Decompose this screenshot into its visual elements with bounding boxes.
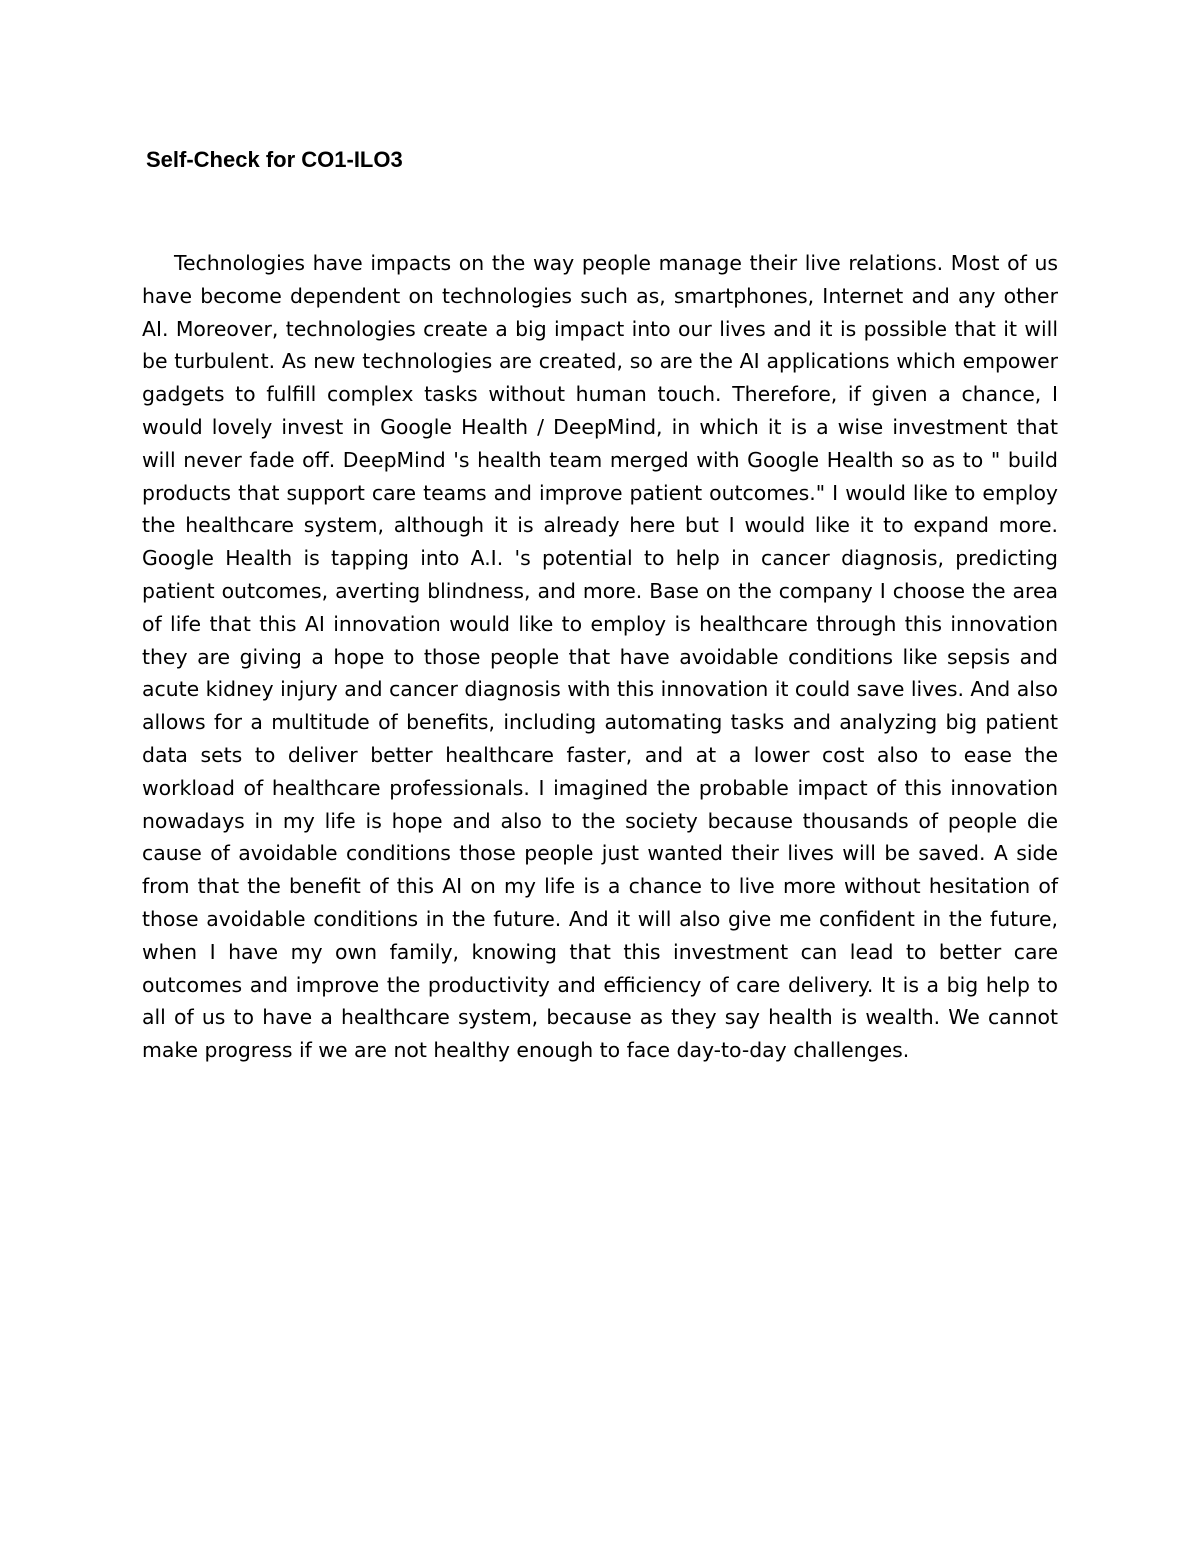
document-title: Self-Check for CO1-ILO3 — [146, 147, 403, 172]
body-paragraph: Technologies have impacts on the way people manage their live relations. Most of us have become dependent on technologies such as, smartphones, Internet and any other AI. Moreover, technologies create a big impact into our lives and it is possible that it will be turbulent. As new technologies are created, so are the AI applications which empower gadgets to fulfill complex tasks without human touch. Therefore, if given a chance, I would lovely invest in Google Health / DeepMind, in which it is a wise investment that will never fade off. DeepMind 's health team merged with Google Health so as to " build products that support care teams and improve patient outcomes." I would like to employ the healthcare system, although it is already here but I would like it to expand more. Google Health is tapping into A.I. 's potential to help in cancer diagnosis, predicting patient outcomes, averting blindness, and more. Base on the company I choose the area of life that this AI innovation would like to employ is healthcare through this innovation they are giving a hope to those people that have avoidable conditions like sepsis and acute kidney injury and cancer diagnosis with this innovation it could save lives. And also allows for a multitude of benefits, including automating tasks and analyzing big patient data sets to deliver better healthcare faster, and at a lower cost also to ease the workload of healthcare professionals. I imagined the probable impact of this innovation nowadays in my life is hope and also to the society because thousands of people die cause of avoidable conditions those people just wanted their lives will be saved. A side from that the benefit of this AI on my life is a chance to live more without hesitation of those avoidable conditions in the future. And it will also give me confident in the future, when I have my own family, knowing that this investment can lead to better care outcomes and improve the productivity and efficiency of care delivery. It is a big help to all of us to have a healthcare system, because as they say health is wealth. We cannot make progress if we are not healthy enough to face day-to-day challenges. — [142, 251, 1058, 1063]
